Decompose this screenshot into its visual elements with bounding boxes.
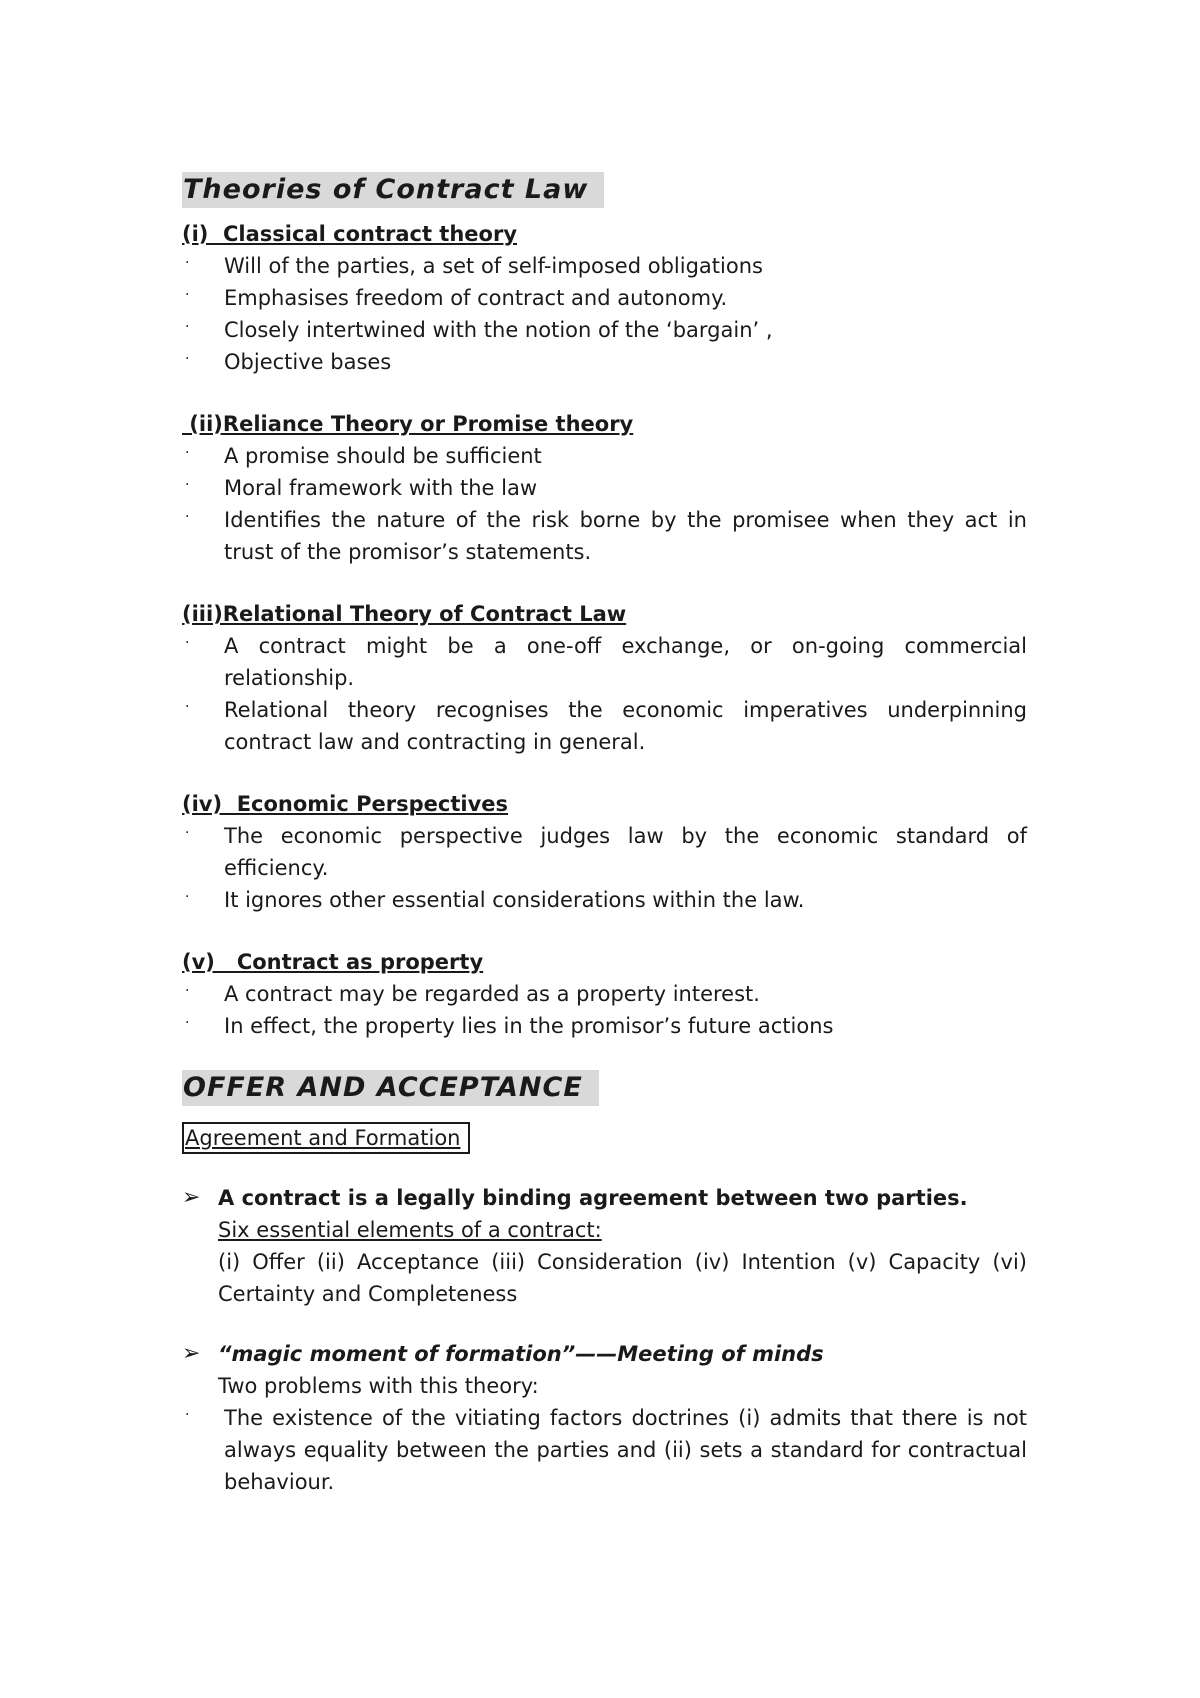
list-item: · Identifies the nature of the risk borne by the promisee when they act in trust of the promisor’s statements. <box>182 504 1027 568</box>
bullet-icon: · <box>185 255 190 271</box>
bullet-icon: · <box>185 319 190 335</box>
list-item: · Closely intertwined with the notion of the ‘bargain’ , <box>182 314 1027 346</box>
bullet-icon: · <box>185 699 190 715</box>
document-content <box>182 172 1027 1498</box>
list-item: · The economic perspective judges law by the economic standard of efficiency. <box>182 820 1027 884</box>
list-item: · Will of the parties, a set of self-imposed obligations <box>182 250 1027 282</box>
bullet-list-classical <box>182 250 1027 378</box>
elements-subheading: Six essential elements of a contract: <box>218 1218 602 1242</box>
bullet-list-problems <box>182 1402 1027 1498</box>
bullet-icon: · <box>185 889 190 905</box>
bullet-list-economic <box>182 820 1027 916</box>
list-item: · Relational theory recognises the economic imperatives underpinning contract law and contracting in general. <box>182 694 1027 758</box>
arrow-point-title: A contract is a legally binding agreement between two parties. <box>218 1186 968 1210</box>
bullet-icon: · <box>185 983 190 999</box>
heading-offer-acceptance: OFFER AND ACCEPTANCE <box>182 1070 599 1106</box>
heading-theories: Theories of Contract Law <box>182 172 604 208</box>
boxed-heading-agreement: Agreement and Formation <box>182 1122 470 1154</box>
elements-list: (i) Offer (ii) Acceptance (iii) Consideration (iv) Intention (v) Capacity (vi) Certainty and Completeness <box>218 1250 1027 1306</box>
section-heading-economic: (iv) Economic Perspectives <box>182 792 509 816</box>
list-item: · Moral framework with the law <box>182 472 1027 504</box>
problems-intro: Two problems with this theory: <box>218 1374 539 1398</box>
bullet-icon: · <box>185 351 190 367</box>
arrow-point-title: “magic moment of formation”——Meeting of minds <box>218 1342 824 1366</box>
arrow-bullet-icon: ➢ <box>182 1185 201 1210</box>
list-item: · A contract might be a one-off exchange, or on-going commercial relationship. <box>182 630 1027 694</box>
bullet-icon: · <box>185 445 190 461</box>
bullet-icon: · <box>185 477 190 493</box>
bullet-icon: · <box>185 509 190 525</box>
list-item: · Objective bases <box>182 346 1027 378</box>
arrow-bullet-icon: ➢ <box>182 1341 201 1366</box>
bullet-list-reliance <box>182 440 1027 568</box>
bullet-list-property <box>182 978 1027 1042</box>
section-heading-reliance: (ii)Reliance Theory or Promise theory <box>182 412 634 436</box>
list-item: · A promise should be sufficient <box>182 440 1027 472</box>
list-item: · A contract may be regarded as a property interest. <box>182 978 1027 1010</box>
bullet-icon: · <box>185 825 190 841</box>
list-item: · Emphasises freedom of contract and autonomy. <box>182 282 1027 314</box>
list-item: · The existence of the vitiating factors doctrines (i) admits that there is not always equality between the parties and (ii) sets a standard for contractual behaviour. <box>182 1402 1027 1498</box>
bullet-list-relational <box>182 630 1027 758</box>
section-heading-relational: (iii)Relational Theory of Contract Law <box>182 602 627 626</box>
arrow-point-contract <box>182 1182 1027 1310</box>
list-item: · It ignores other essential considerations within the law. <box>182 884 1027 916</box>
bullet-icon: · <box>185 635 190 651</box>
bullet-icon: · <box>185 1407 190 1423</box>
section-heading-classical: (i) Classical contract theory <box>182 222 518 246</box>
arrow-point-meeting-of-minds <box>182 1338 1027 1402</box>
bullet-icon: · <box>185 1015 190 1031</box>
bullet-icon: · <box>185 287 190 303</box>
section-heading-property: (v) Contract as property <box>182 950 484 974</box>
list-item: · In effect, the property lies in the promisor’s future actions <box>182 1010 1027 1042</box>
